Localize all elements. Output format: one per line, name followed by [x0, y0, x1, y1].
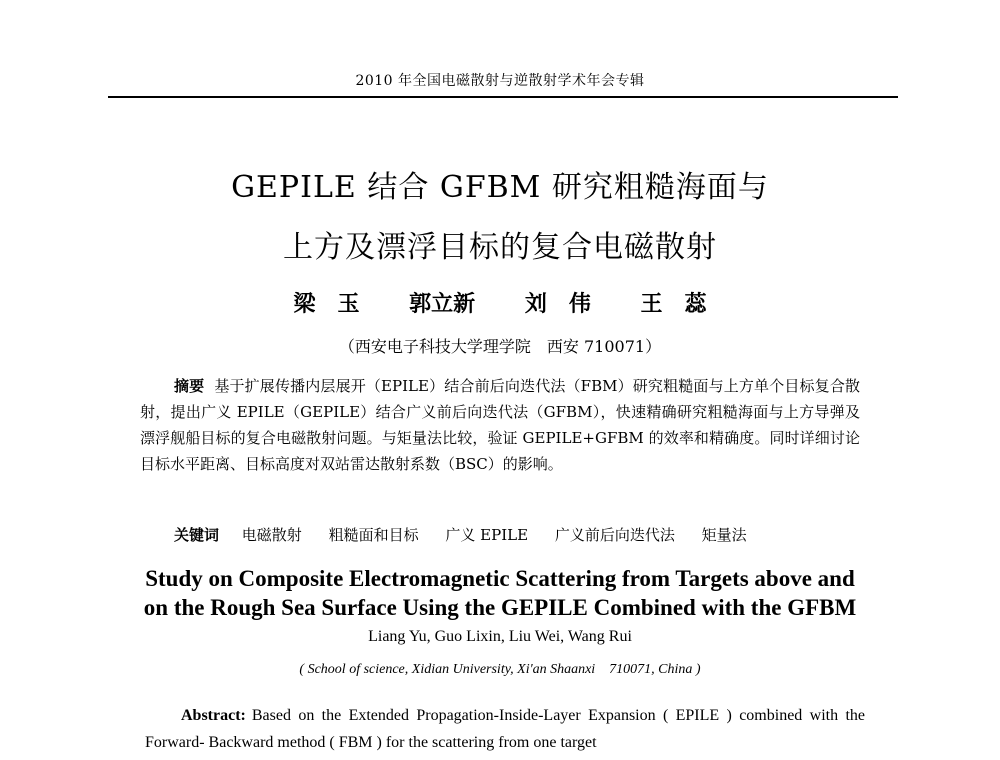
abstract-cn-label: 摘要 [174, 377, 205, 395]
abstract-cn [140, 373, 860, 477]
abstract-cn-text: 基于扩展传播内层展开（EPILE）结合前后向迭代法（FBM）研究粗糙面与上方单个目标复合散射，提出广义 EPILE（GEPILE）结合广义前后向迭代法（GFBM），快速精确研究粗糙海面与上方导弹及漂浮舰船目标的复合电磁散射问题。与矩量法比较，验证 GEPILE+GFBM 的效率和精确度。同时详细讨论目标水平距离、目标高度对双站雷达散射系数（BSC）的影响。 [140, 377, 860, 473]
author-cn-3: 刘 伟 [524, 291, 591, 317]
title-cn-line-1: GEPILE 结合 GFBM 研究粗糙海面与 [231, 170, 769, 205]
authors-cn [0, 287, 1000, 318]
abstract-en-text: Based on the Extended Propagation-Inside-Layer Expansion ( EPILE ) combined with the Forward- Backward method ( FBM ) for the scattering from one target [145, 707, 865, 751]
author-cn-1: 梁 玉 [293, 291, 360, 317]
keywords-cn-label: 关键词 [174, 526, 220, 544]
keyword-cn-5: 矩量法 [701, 526, 747, 544]
title-en-line-1: Study on Composite Electromagnetic Scattering from Targets above and [145, 566, 855, 591]
keyword-cn-4: 广义前后向迭代法 [554, 526, 675, 544]
abstract-en [145, 702, 865, 756]
running-header: 2010 年全国电磁散射与逆散射学术年会专辑 [355, 73, 645, 89]
keyword-cn-2: 粗糙面和目标 [328, 526, 419, 544]
author-cn-2: 郭立新 [409, 291, 476, 317]
keywords-cn [174, 524, 874, 545]
authors-en: Liang Yu, Guo Lixin, Liu Wei, Wang Rui [368, 628, 632, 645]
affiliation-cn: （西安电子科技大学理学院 西安 710071） [338, 337, 662, 356]
keyword-cn-1: 电磁散射 [241, 526, 302, 544]
keyword-cn-3: 广义 EPILE [445, 526, 529, 544]
title-cn-line-2: 上方及漂浮目标的复合电磁散射 [283, 230, 717, 265]
author-cn-4: 王 蕊 [640, 291, 707, 317]
affiliation-en: ( School of science, Xidian University, Xi'an Shaanxi 710071, China ) [299, 662, 701, 677]
title-en-line-2: on the Rough Sea Surface Using the GEPILE Combined with the GFBM [143, 595, 857, 620]
header-rule [108, 96, 898, 98]
abstract-en-label: Abstract: [181, 707, 246, 724]
